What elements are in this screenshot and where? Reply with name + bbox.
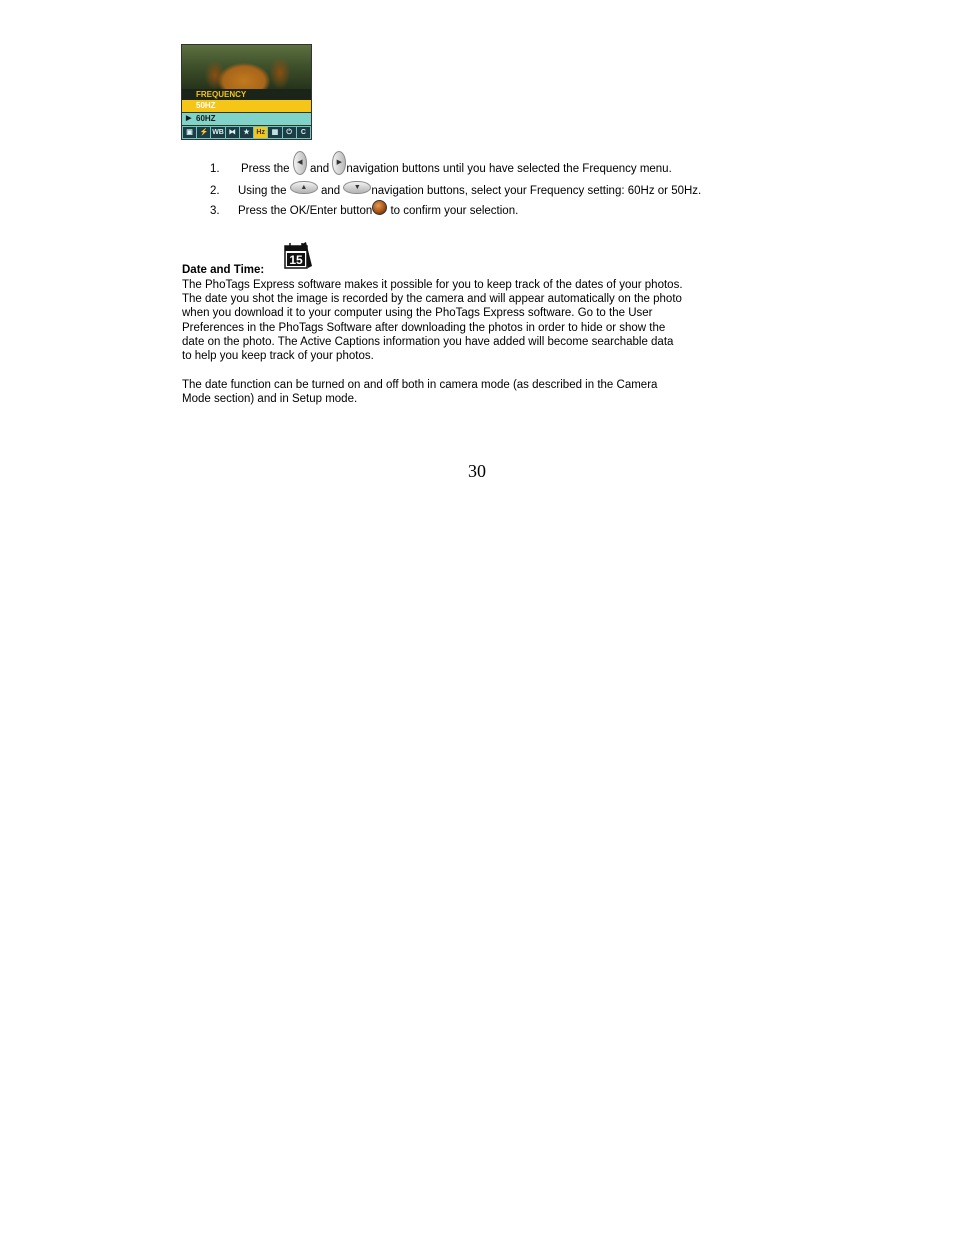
white-balance-icon: WB — [212, 129, 224, 136]
date-time-paragraph-2 — [182, 378, 742, 406]
step-text-and: and — [321, 185, 341, 197]
paragraph-line: The PhoTags Express software makes it possible for you to keep track of the dates of your photos. — [182, 279, 683, 291]
date-time-paragraph-1 — [182, 278, 742, 363]
option-60hz-label: 60HZ — [196, 114, 216, 123]
step-text-before: Press the OK/Enter button — [238, 205, 373, 217]
step-text — [238, 184, 701, 198]
paragraph-line: Preferences in the PhoTags Software after downloading the photos in order to hide or show the — [182, 321, 666, 334]
step-text-after: navigation buttons, select your Frequency setting: 60Hz or 50Hz. — [371, 185, 702, 197]
dog-photo-thumbnail — [182, 45, 311, 89]
page-number: 30 — [468, 461, 486, 481]
paragraph-line: date on the photo. The Active Captions information you have added will become searchable data — [182, 335, 674, 348]
camera-lcd-screenshot — [181, 44, 312, 140]
step-text-and: and — [309, 163, 330, 175]
shutter-sound-icon: ⧓ — [226, 127, 239, 138]
step-number: 3. — [210, 205, 220, 217]
paragraph-line: to help you keep track of your photos. — [182, 350, 374, 363]
step-text — [238, 204, 518, 218]
menu-title: FREQUENCY — [182, 89, 311, 100]
calendar-day-number: 15 — [289, 253, 303, 267]
paragraph-line: The date you shot the image is recorded by the camera and will appear automatically on the photo — [182, 293, 682, 306]
step-number: 1. — [210, 163, 220, 175]
reset-icon: C — [297, 127, 310, 138]
up-nav-button-icon: ▲ — [290, 181, 318, 194]
down-nav-button-icon: ▼ — [343, 181, 371, 194]
step-number: 2. — [210, 185, 220, 197]
option-50hz: 50HZ — [182, 100, 311, 112]
step-text — [241, 158, 672, 176]
step-text-before: Press the — [241, 163, 290, 175]
paragraph-line: Mode section) and in Setup mode. — [182, 393, 358, 406]
date-icon: ▦ — [268, 127, 281, 138]
step-text-before: Using the — [238, 185, 287, 197]
selection-arrow-icon: ▶ — [186, 115, 192, 122]
calendar-icon — [284, 240, 313, 270]
ok-enter-button-icon — [372, 200, 387, 215]
flash-icon: ⚡ — [197, 127, 210, 138]
hz-icon: Hz — [254, 127, 267, 138]
step-text-after: to confirm your selection. — [390, 205, 519, 217]
star-icon: ★ — [240, 127, 253, 138]
option-60hz — [182, 113, 311, 125]
power-icon: ⏻ — [283, 127, 296, 138]
paragraph-line: The date function can be turned on and off both in camera mode (as described in the Camera — [182, 379, 658, 391]
right-nav-button-icon: ▶ — [332, 151, 346, 175]
step-text-after: navigation buttons until you have selected the Frequency menu. — [346, 163, 672, 175]
paragraph-line: when you download it to your computer using the PhoTags Express software. Go to the User — [182, 307, 653, 320]
setup-icon-bar — [182, 126, 311, 139]
left-nav-button-icon: ◀ — [293, 151, 307, 175]
image-icon: ▣ — [183, 127, 196, 138]
date-time-heading: Date and Time: — [182, 264, 265, 276]
